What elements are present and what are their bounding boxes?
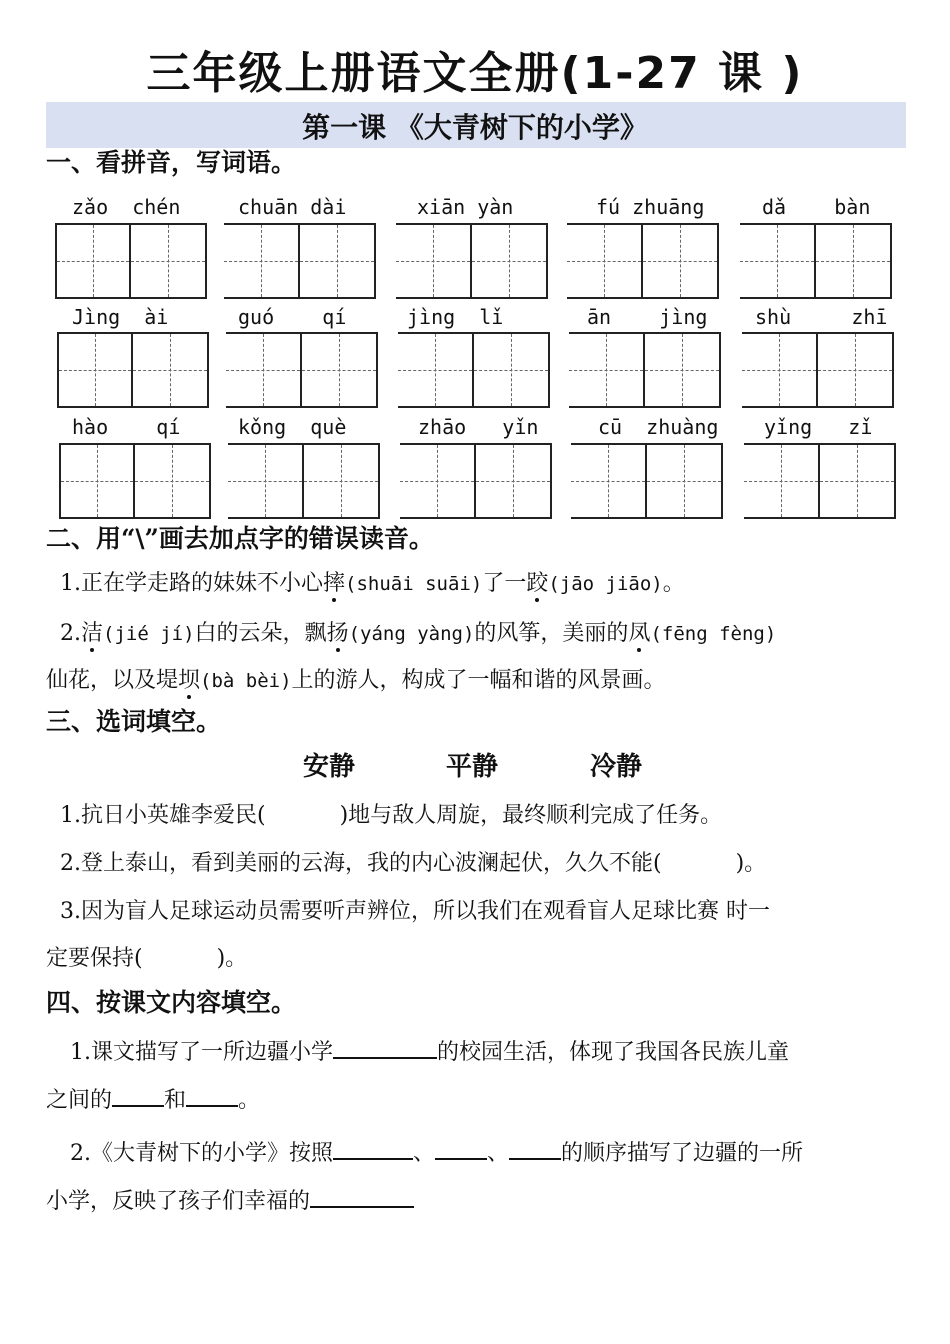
writing-box[interactable] [816,223,892,299]
text: 仙花，以及堤 [46,668,179,693]
section3-question-2 [60,848,766,880]
answer-blank[interactable] [186,1083,238,1107]
section3-question-3-continued [46,943,247,975]
pinyin-options: (fēng fèng) [650,623,777,645]
section4-question-1 [70,1035,789,1069]
text: 之间的 [46,1088,113,1113]
text: 。 [238,1088,261,1113]
writing-box[interactable] [57,332,133,408]
section4-heading: 四、按课文内容填空。 [46,988,297,1017]
writing-box[interactable] [131,223,207,299]
text: 、 [487,1141,510,1166]
section2-question-2-continued [46,665,666,697]
text: 、 [413,1141,436,1166]
lesson-title: 第一课 《大青树下的小学》 [302,111,648,144]
writing-box[interactable] [645,332,721,408]
writing-box[interactable] [396,223,472,299]
dotted-char: 跤 [526,571,549,596]
text: 正在学走路的妹妹不小心 [81,571,324,596]
text: )地与敌人周旋，最终顺利完成了任务。 [339,803,723,828]
writing-box[interactable] [567,223,643,299]
dotted-char: 摔 [323,571,346,596]
writing-box[interactable] [59,443,135,519]
writing-box[interactable] [818,332,894,408]
pinyin-options: (jāo jiāo) [548,573,663,595]
text: 定要保持( [46,946,143,971]
writing-box[interactable] [226,332,302,408]
text: 小学，反映了孩子们幸福的 [46,1189,311,1214]
answer-blank[interactable] [509,1136,561,1160]
writing-box[interactable] [135,443,211,519]
writing-box[interactable] [228,443,304,519]
pinyin-options: (yáng yàng) [348,623,475,645]
pinyin-options: (bà bèi) [200,670,292,692]
pinyin-options: (shuāi suāi) [345,573,483,595]
section2-question-1 [60,568,685,600]
choice-word: 安静 [303,752,356,782]
writing-box[interactable] [55,223,131,299]
answer-blank[interactable] [333,1136,413,1160]
pinyin-label: cū zhuàng [598,415,719,439]
text: 的风筝，美丽的 [474,621,629,646]
text: 的顺序描写了边疆的一所 [561,1141,804,1166]
section2-question-2 [60,618,776,650]
writing-box[interactable] [647,443,723,519]
page-title: 三年级上册语文全册(1-27 课 ) [146,48,804,99]
pinyin-label: hào qí [72,415,181,439]
text: 飘 [304,621,327,646]
pinyin-label: Jìng ài [72,305,169,329]
section2-heading: 二、用“\”画去加点字的错误读音。 [46,524,434,553]
text: 1.抗日小英雄李爱民( [60,803,266,828]
writing-box[interactable] [474,332,550,408]
pinyin-options: (jié jí) [103,623,195,645]
answer-blank[interactable] [310,1184,414,1208]
writing-box[interactable] [643,223,719,299]
writing-box[interactable] [304,443,380,519]
text: 上的游人，构成了一幅和谐的风景画。 [291,668,666,693]
writing-box[interactable] [400,443,476,519]
answer-blank[interactable] [333,1035,437,1059]
writing-box[interactable] [740,223,816,299]
text: 的校园生活，体现了我国各民族儿童 [437,1040,790,1065]
pinyin-label: fú zhuāng [596,195,705,219]
section1-heading: 一、看拼音，写词语。 [46,148,297,177]
writing-box[interactable] [224,223,300,299]
dotted-char: 凤 [628,621,651,646]
pinyin-label: shù zhī [755,305,888,329]
text: 1.课文描写了一所边疆小学 [70,1040,333,1065]
pinyin-label: ān jìng [587,305,708,329]
text: 2.《大青树下的小学》按照 [70,1141,333,1166]
pinyin-label: xiān yàn [417,195,514,219]
answer-blank[interactable] [112,1083,164,1107]
choice-word: 平静 [446,752,499,782]
pinyin-label: zǎo chén [72,195,181,219]
writing-box[interactable] [398,332,474,408]
writing-box[interactable] [133,332,209,408]
writing-box[interactable] [476,443,552,519]
question-number: 2. [60,621,81,646]
dotted-char: 洁 [81,621,104,646]
pinyin-label: kǒng què [238,415,347,439]
section4-question-2 [70,1136,803,1170]
section4-question-2-continued [46,1184,414,1218]
text: 2.登上泰山，看到美丽的云海，我的内心波澜起伏，久久不能( [60,851,662,876]
writing-box[interactable] [300,223,376,299]
pinyin-label: yǐng zǐ [764,415,873,439]
dotted-char: 扬 [326,621,349,646]
text: 。 [662,571,685,596]
question-number: 1. [60,571,81,596]
writing-box[interactable] [472,223,548,299]
pinyin-label: chuān dài [238,195,347,219]
text: 和 [164,1088,187,1113]
answer-blank[interactable] [435,1136,487,1160]
text: )。 [216,946,248,971]
section4-question-1-continued [46,1083,260,1117]
section3-heading: 三、选词填空。 [46,707,222,736]
text: )。 [735,851,767,876]
pinyin-label: zhāo yǐn [418,415,539,439]
writing-box[interactable] [571,443,647,519]
choice-word: 冷静 [590,752,643,782]
writing-box[interactable] [302,332,378,408]
text: 白的云朵， [194,621,305,646]
section3-question-1 [60,800,722,832]
pinyin-label: jìng lǐ [407,305,504,329]
pinyin-label: guó qí [238,305,347,329]
writing-box[interactable] [820,443,896,519]
text: 了一 [482,571,527,596]
writing-box[interactable] [742,332,818,408]
dotted-char: 坝 [178,668,201,693]
text: 3.因为盲人足球运动员需要听声辨位，所以我们在观看盲人足球比赛 时一 [60,899,770,924]
writing-box[interactable] [744,443,820,519]
writing-box[interactable] [569,332,645,408]
pinyin-label: dǎ bàn [762,195,871,219]
section3-question-3 [60,896,770,928]
